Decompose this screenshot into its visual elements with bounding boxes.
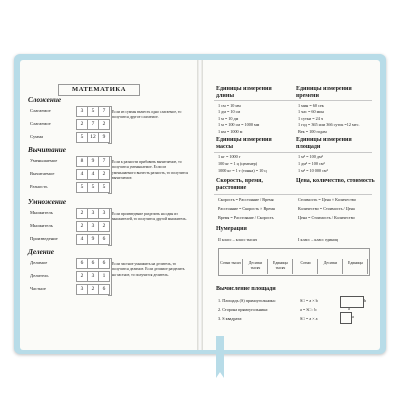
value-cell: 6 bbox=[98, 284, 110, 295]
table-row bbox=[30, 284, 110, 294]
value-cell: 5 bbox=[98, 182, 110, 193]
row-label: Частное bbox=[30, 286, 46, 291]
table-row bbox=[30, 208, 110, 218]
row-label: Множитель bbox=[30, 223, 53, 228]
row-label: Разность bbox=[30, 184, 48, 189]
price-formula: Количество = Стоимость / Цена bbox=[298, 206, 355, 211]
time-units-heading: Единицы измерения времени bbox=[296, 86, 352, 99]
speed-formula: Расстояние = Скорость × Время bbox=[218, 206, 275, 211]
area-calc-step: 1. Площадь (S) прямоугольника: bbox=[218, 298, 276, 303]
table-row bbox=[30, 258, 110, 268]
area-calc-formula: S□ = a × b bbox=[300, 298, 318, 303]
row-label: Сумма bbox=[30, 134, 44, 139]
length-unit-line: 1 см = 10 мм bbox=[218, 103, 241, 108]
section-heading: Умножение bbox=[28, 198, 67, 206]
length-unit-line: 1 м = 100 см = 1000 мм bbox=[218, 122, 260, 128]
value-cell: 5 bbox=[87, 106, 99, 117]
value-cell: 6 bbox=[98, 234, 110, 245]
length-unit-line: 1 км = 1000 м bbox=[218, 128, 243, 134]
numeration-column: Десятки bbox=[319, 259, 343, 274]
numeration-column: Сотни bbox=[294, 259, 318, 274]
table-row bbox=[30, 271, 110, 281]
value-cell: 7 bbox=[98, 106, 110, 117]
numeration-column: Единицы bbox=[344, 259, 368, 274]
rule-text: Если частное умножить на делитель, то получится делимое. Если делимое разделить на частное, то получится делитель. bbox=[112, 262, 185, 277]
speed-formula: Время = Расстояние / Скорость bbox=[218, 215, 274, 220]
numeration-table bbox=[218, 248, 370, 276]
value-cell: 4 bbox=[76, 169, 88, 180]
value-cell: 7 bbox=[98, 156, 110, 167]
price-heading: Цена, количество, стоимость bbox=[296, 178, 375, 184]
time-unit-line: 1 час = 60 мин bbox=[298, 109, 324, 115]
value-cell: 9 bbox=[98, 132, 110, 143]
notebook-spine bbox=[197, 60, 203, 350]
value-cell: 5 bbox=[76, 132, 88, 143]
row-label: Делимое bbox=[30, 260, 48, 265]
table-row bbox=[30, 234, 110, 244]
table-row bbox=[30, 182, 110, 192]
area-units-heading: Единицы измерения площади bbox=[296, 137, 352, 150]
time-unit-line: 1 год = 365 или 366 суток =12 мес. bbox=[298, 122, 360, 128]
value-cell: 12 bbox=[87, 132, 99, 143]
value-cell: 9 bbox=[87, 156, 99, 167]
value-cell: 5 bbox=[87, 182, 99, 193]
row-label: Слагаемое bbox=[30, 108, 51, 113]
value-cell: 2 bbox=[98, 119, 110, 130]
length-units-heading: Единицы измерения длины bbox=[216, 86, 272, 99]
area-calc-formula: S□ = a × a bbox=[300, 316, 318, 321]
value-cell: 2 bbox=[98, 169, 110, 180]
value-cell: 6 bbox=[87, 258, 99, 269]
page-title: МАТЕМАТИКА bbox=[58, 84, 140, 96]
figure-label-a: a bbox=[348, 306, 350, 311]
area-unit-line: 1 м² = 10 000 см² bbox=[298, 167, 328, 173]
length-unit-line: 1 м = 10 дм bbox=[218, 115, 239, 121]
mass-unit-line: 1000 кг = 1 т (тонна) = 10 ц bbox=[218, 167, 267, 173]
value-cell: 3 bbox=[76, 106, 88, 117]
time-unit-line: 1 сутки = 24 ч bbox=[298, 115, 323, 121]
area-calc-step: 2. Сторона прямоугольника: bbox=[218, 307, 269, 312]
rule-text: Если к разности прибавить вычитаемое, то получится уменьшаемое. Если из уменьшаемого вычесть разность, то получится вычитаемое. bbox=[112, 160, 188, 181]
figure-label-b: b bbox=[364, 298, 367, 303]
rule-text: Если из суммы вычесть одно слагаемое, то получится другое слагаемое. bbox=[112, 110, 182, 120]
area-unit-line: 1 дм² = 100 см² bbox=[298, 160, 325, 166]
class-units-label: I класс – класс единиц bbox=[298, 237, 338, 242]
value-cell: 4 bbox=[87, 169, 99, 180]
area-calc-formula: a = S□ : b bbox=[300, 307, 317, 312]
table-row bbox=[30, 156, 110, 166]
value-cell: 2 bbox=[76, 221, 88, 232]
value-cell: 2 bbox=[76, 271, 88, 282]
value-cell: 3 bbox=[87, 221, 99, 232]
value-cell: 3 bbox=[98, 208, 110, 219]
value-cell: 6 bbox=[98, 258, 110, 269]
area-calc-step: 3. S квадрата: bbox=[218, 316, 243, 321]
class-thousands-label: II класс – класс тысяч bbox=[218, 237, 258, 242]
value-cell: 2 bbox=[98, 221, 110, 232]
divider bbox=[214, 152, 372, 153]
divider bbox=[214, 100, 372, 101]
value-cell: 4 bbox=[76, 234, 88, 245]
row-label: Уменьшаемое bbox=[30, 158, 58, 163]
table-row bbox=[30, 221, 110, 231]
value-cell: 3 bbox=[87, 208, 99, 219]
numeration-column: Сотни тысяч bbox=[219, 259, 243, 274]
value-cell: 2 bbox=[76, 208, 88, 219]
bookmark-ribbon[interactable] bbox=[216, 336, 224, 378]
numeration-column: Десятки тысяч bbox=[244, 259, 268, 274]
table-row bbox=[30, 119, 110, 129]
figure-label-a2: a bbox=[352, 314, 354, 319]
value-cell: 2 bbox=[76, 119, 88, 130]
value-cell: 3 bbox=[76, 284, 88, 295]
price-formula: Стоимость = Цена × Количество bbox=[298, 197, 356, 202]
section-heading: Деление bbox=[28, 248, 54, 256]
row-label: Вычитаемое bbox=[30, 171, 55, 176]
value-cell: 3 bbox=[87, 271, 99, 282]
mass-unit-line: 1 кг = 1000 г bbox=[218, 154, 241, 159]
row-label: Слагаемое bbox=[30, 121, 51, 126]
rectangle-figure bbox=[340, 296, 367, 308]
price-formula: Цена = Стоимость / Количество bbox=[298, 215, 355, 220]
mass-units-heading: Единицы измерения массы bbox=[216, 137, 272, 150]
value-cell: 2 bbox=[87, 284, 99, 295]
value-cell: 6 bbox=[76, 258, 88, 269]
value-cell: 9 bbox=[87, 234, 99, 245]
table-row bbox=[30, 169, 110, 179]
section-heading: Сложение bbox=[28, 96, 62, 104]
mass-unit-line: 100 кг = 1 ц (центнер) bbox=[218, 160, 258, 166]
time-unit-line: Век = 100 годам bbox=[298, 128, 327, 134]
section-heading: Вычитание bbox=[28, 146, 66, 154]
area-calc-heading: Вычисление площади bbox=[216, 286, 276, 292]
divider bbox=[214, 194, 372, 195]
value-cell: 5 bbox=[76, 182, 88, 193]
speed-heading: Скорость, время, расстояние bbox=[216, 178, 263, 191]
length-unit-line: 1 дм = 10 см bbox=[218, 109, 241, 115]
row-label: Делитель bbox=[30, 273, 49, 278]
table-row bbox=[30, 106, 110, 116]
value-cell: 8 bbox=[76, 156, 88, 167]
row-label: Произведение bbox=[30, 236, 58, 241]
table-row bbox=[30, 132, 110, 142]
rule-text: Если произведение разделить на один из множителей, то получится другой множитель. bbox=[112, 212, 187, 222]
value-cell: 1 bbox=[98, 271, 110, 282]
numeration-column: Единицы тысяч bbox=[269, 259, 293, 274]
numeration-heading: Нумерация bbox=[216, 226, 247, 232]
value-cell: 7 bbox=[87, 119, 99, 130]
area-unit-line: 1 м² = 100 дм² bbox=[298, 154, 323, 159]
time-unit-line: 1 мин = 60 сек bbox=[298, 103, 324, 108]
row-label: Множитель bbox=[30, 210, 53, 215]
speed-formula: Скорость = Расстояние / Время bbox=[218, 197, 274, 202]
square-figure bbox=[340, 312, 352, 324]
